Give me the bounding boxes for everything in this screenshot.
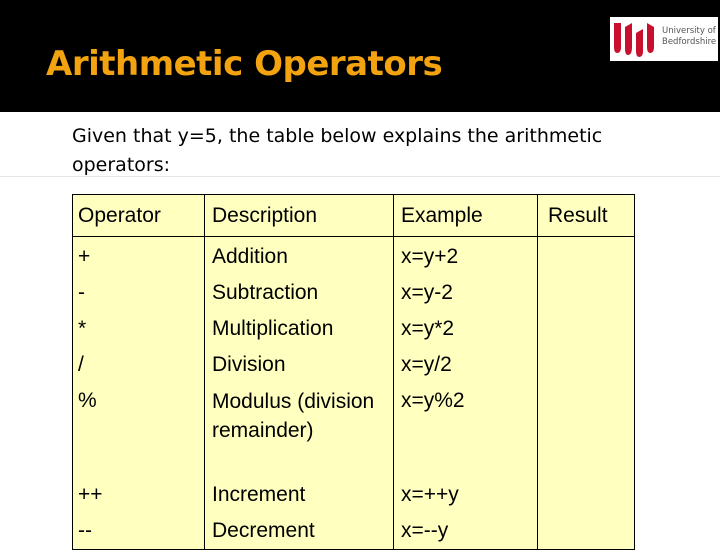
example-cell: x=y-2: [401, 281, 453, 304]
operator-cell: ++: [78, 483, 103, 506]
header-description: Description: [205, 195, 394, 237]
operator-cell: -: [78, 281, 85, 304]
header-result: Result: [538, 195, 635, 237]
header-bar: [0, 0, 720, 112]
slide-title: Arithmetic Operators: [46, 44, 443, 84]
example-cell: x=y/2: [401, 353, 452, 376]
description-cell: Increment: [212, 483, 306, 506]
operator-cell: +: [78, 245, 91, 268]
operator-cell: --: [78, 519, 92, 542]
description-cell: Multiplication: [212, 317, 334, 340]
example-cell: x=--y: [401, 519, 449, 542]
logo-line-1: University of: [662, 26, 716, 36]
logo-text: [662, 26, 718, 48]
operator-cell: *: [78, 317, 87, 340]
description-column: [205, 237, 394, 550]
table-body-row: [73, 237, 635, 550]
description-cell: Modulus (division remainder): [212, 390, 375, 442]
logo-line-2: Bedfordshire: [662, 37, 717, 47]
result-column: [538, 237, 635, 550]
divider: [0, 176, 720, 177]
result-cell: [548, 477, 634, 513]
result-cell: [548, 311, 634, 347]
operator-cell: /: [78, 353, 84, 376]
description-cell: Addition: [212, 245, 288, 268]
description-cell: Subtraction: [212, 281, 319, 304]
header-operator: Operator: [73, 195, 205, 237]
result-cell: [548, 347, 634, 383]
table-header-row: [73, 195, 635, 237]
university-logo: [610, 17, 718, 61]
logo-mark-icon: [610, 17, 660, 61]
result-cell: [548, 239, 634, 275]
operator-column: [73, 237, 205, 550]
example-cell: x=y*2: [401, 317, 455, 340]
intro-text: Given that y=5, the table below explains the arithmetic operators:: [72, 125, 603, 176]
result-cell: [548, 275, 634, 311]
description-cell: Decrement: [212, 519, 315, 542]
result-cell: [548, 383, 634, 477]
example-cell: x=y%2: [401, 389, 465, 412]
header-example: Example: [394, 195, 538, 237]
result-cell: [548, 513, 634, 549]
example-column: [394, 237, 538, 550]
description-cell: Division: [212, 353, 286, 376]
operator-cell: %: [78, 389, 97, 412]
operators-table: [72, 194, 635, 550]
example-cell: x=++y: [401, 483, 459, 506]
example-cell: x=y+2: [401, 245, 459, 268]
